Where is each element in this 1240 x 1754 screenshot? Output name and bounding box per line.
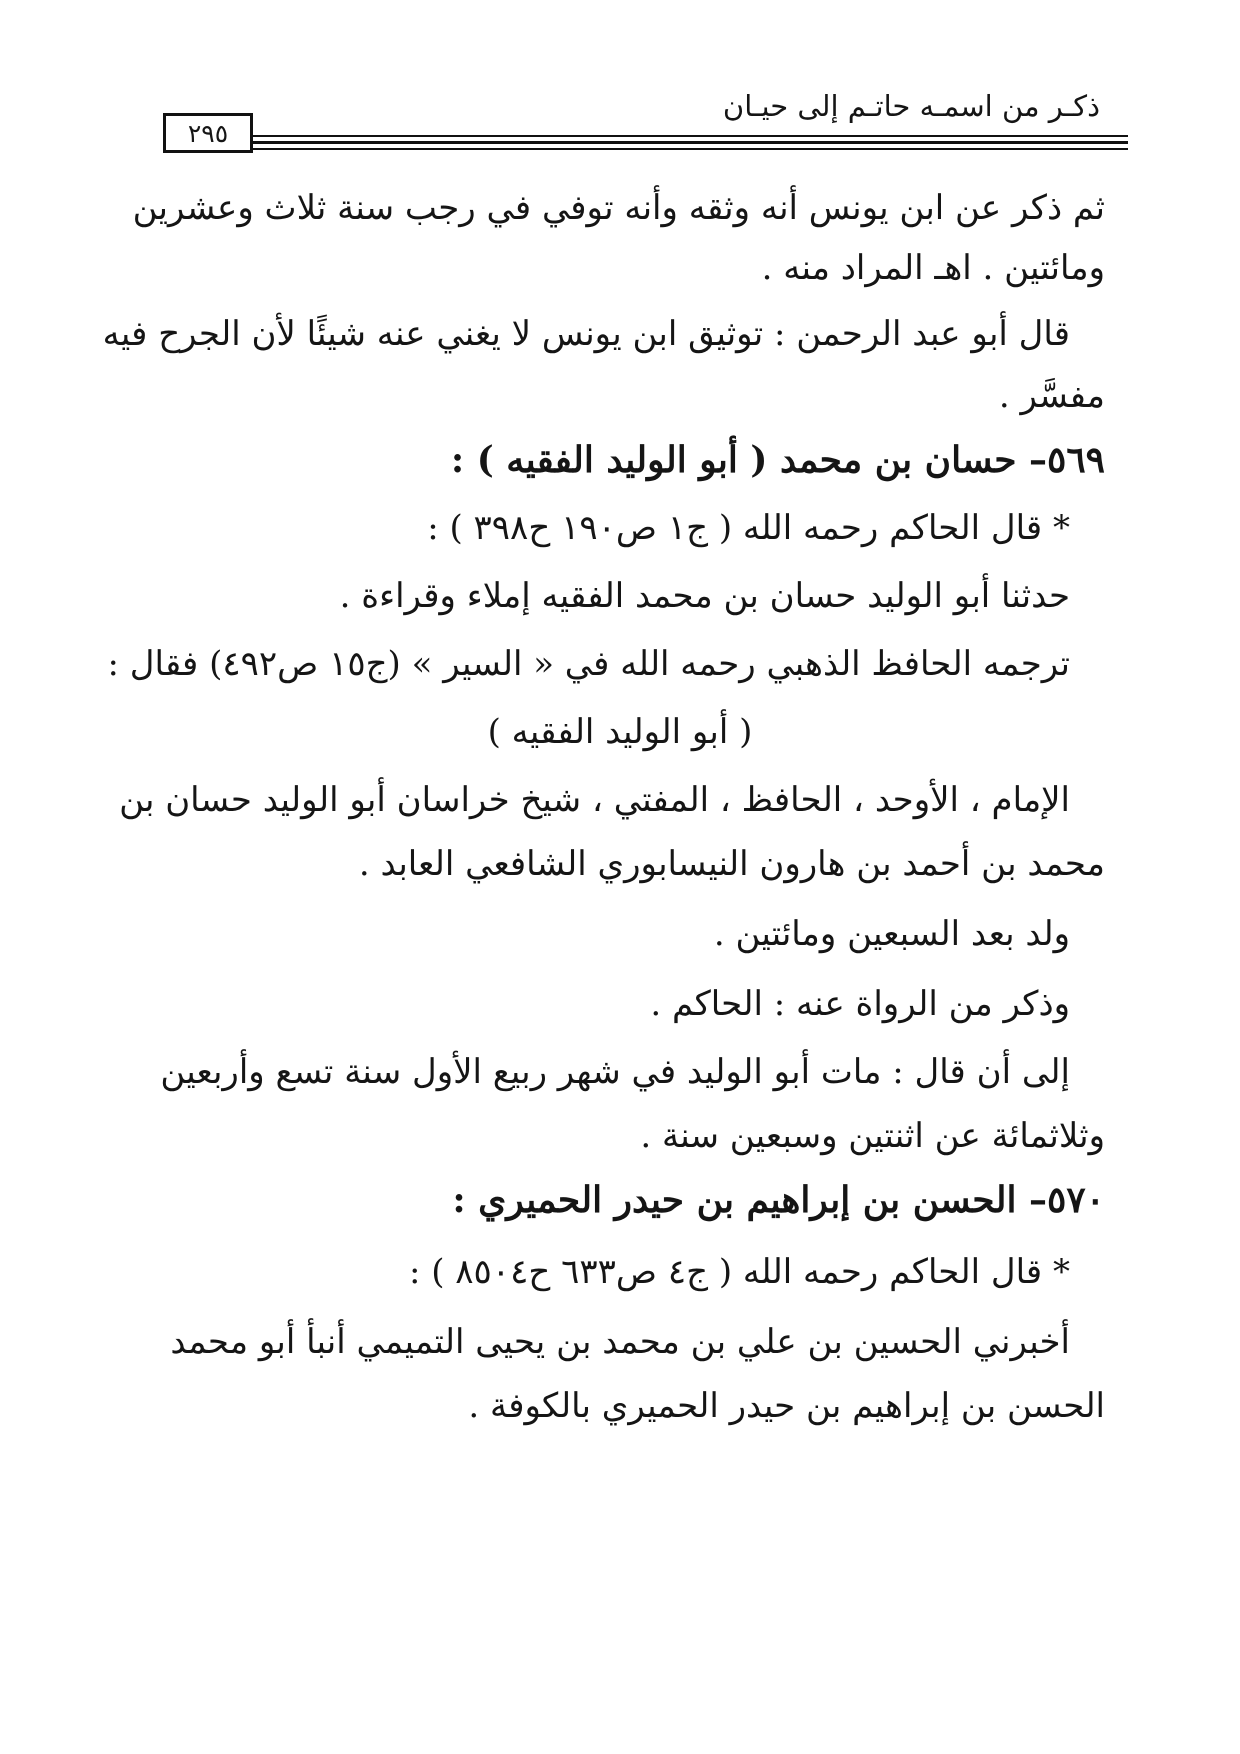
- text-line: الإمام ، الأوحد ، الحافظ ، المفتي ، شيخ خراسان أبو الوليد حسان بن: [119, 780, 1070, 820]
- text-line: إلى أن قال : مات أبو الوليد في شهر ربيع الأول سنة تسع وأربعين: [160, 1052, 1070, 1092]
- header-rule: [253, 135, 1128, 137]
- text-line: حدثنا أبو الوليد حسان بن محمد الفقيه إملاء وقراءة .: [339, 576, 1070, 616]
- text-line: مفسَّر .: [998, 376, 1105, 416]
- text-line: وثلاثمائة عن اثنتين وسبعين سنة .: [640, 1116, 1105, 1156]
- entry-569-title: ٥٦٩– حسان بن محمد ( أبو الوليد الفقيه ) :: [450, 439, 1105, 481]
- text-line: وذكر من الرواة عنه : الحاكم .: [650, 984, 1070, 1024]
- text-line: * قال الحاكم رحمه الله ( ج٤ ص٦٣٣ ح٨٥٠٤ ) :: [408, 1252, 1070, 1292]
- page-number: ٢٩٥: [163, 113, 253, 153]
- text-line: محمد بن أحمد بن هارون النيسابوري الشافعي العابد .: [358, 844, 1105, 884]
- text-line: ترجمه الحافظ الذهبي رحمه الله في « السير » (ج١٥ ص٤٩٢) فقال :: [107, 644, 1070, 684]
- text-line: * قال الحاكم رحمه الله ( ج١ ص١٩٠ ح٣٩٨ ) :: [427, 508, 1070, 548]
- text-line: ( أبو الوليد الفقيه ): [487, 712, 753, 752]
- text-line: قال أبو عبد الرحمن : توثيق ابن يونس لا يغني عنه شيئًا لأن الجرح فيه: [102, 314, 1070, 354]
- entry-570-title: ٥٧٠– الحسن بن إبراهيم بن حيدر الحميري :: [452, 1179, 1105, 1221]
- header-rule: [253, 141, 1128, 144]
- text-line: أخبرني الحسين بن علي بن محمد بن يحيى التميمي أنبأ أبو محمد: [170, 1322, 1070, 1362]
- header-rule: [253, 148, 1128, 150]
- running-title: ذكـر من اسمـه حاتـم إلى حيـان: [722, 89, 1100, 123]
- text-line: ومائتين . اهـ المراد منه .: [761, 248, 1105, 288]
- text-line: ثم ذكر عن ابن يونس أنه وثقه وأنه توفي في رجب سنة ثلاث وعشرين: [132, 188, 1105, 228]
- text-line: ولد بعد السبعين ومائتين .: [713, 914, 1070, 954]
- text-line: الحسن بن إبراهيم بن حيدر الحميري بالكوفة .: [468, 1386, 1105, 1426]
